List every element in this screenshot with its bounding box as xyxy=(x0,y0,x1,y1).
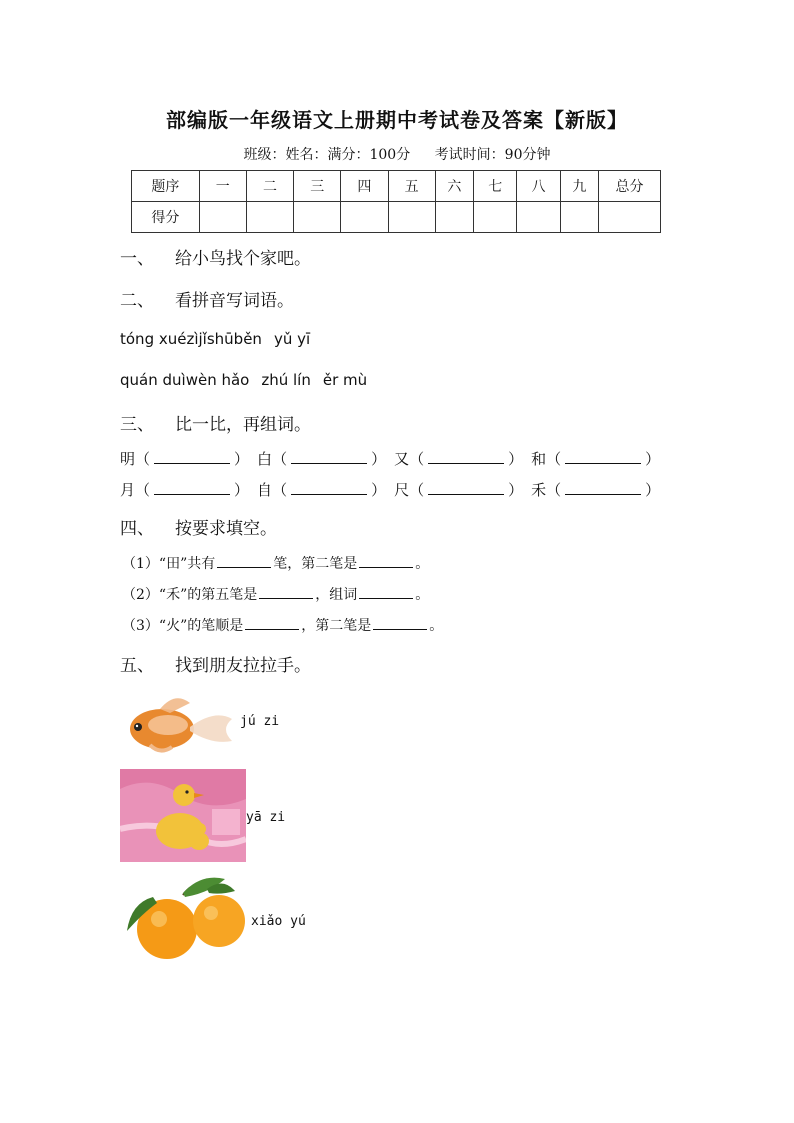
paren-open: （ xyxy=(272,450,288,468)
paren-close: ） xyxy=(645,481,661,499)
duckling-picture[interactable] xyxy=(120,769,246,862)
fill-question-2 xyxy=(122,584,429,604)
char: 月 xyxy=(120,481,136,499)
class-name-score: 班级：姓名：满分：100分 xyxy=(243,147,411,163)
paren-open: （ xyxy=(135,481,151,499)
match-label-xiao-yu: xiǎo yú xyxy=(251,914,306,929)
question-number: （2） xyxy=(122,587,159,603)
score-cell[interactable] xyxy=(388,202,435,233)
pinyin-line-1 xyxy=(120,330,322,348)
question-text: ，组词 xyxy=(315,587,358,603)
paren-close: ） xyxy=(234,450,250,468)
section-text: 找到朋友拉拉手。 xyxy=(175,656,311,676)
pinyin-word: tóng xuézìjǐshūběn xyxy=(120,330,262,348)
pinyin-word: quán duìwèn hǎo xyxy=(120,371,250,389)
compare-row-2 xyxy=(120,479,668,500)
score-cell[interactable] xyxy=(474,202,517,233)
question-text: “田”共有 xyxy=(158,556,216,572)
answer-blank[interactable] xyxy=(428,482,504,495)
header-cell: 总分 xyxy=(599,171,661,202)
exam-time: 考试时间：90分钟 xyxy=(434,147,551,163)
question-text: ，第二笔是 xyxy=(301,618,372,634)
char: 白 xyxy=(257,450,273,468)
exam-info xyxy=(0,144,794,164)
compare-item xyxy=(120,448,249,469)
section-2-heading xyxy=(120,286,294,311)
goldfish-picture[interactable] xyxy=(120,689,240,755)
section-text: 比一比，再组词。 xyxy=(175,415,311,435)
match-label-ju-zi: jú zi xyxy=(240,714,280,729)
question-number: （1） xyxy=(122,556,159,572)
header-cell: 九 xyxy=(560,171,598,202)
char: 自 xyxy=(257,481,273,499)
section-number: 五、 xyxy=(120,656,154,676)
question-text: 。 xyxy=(429,618,444,634)
compare-item xyxy=(257,448,386,469)
score-cell[interactable] xyxy=(435,202,473,233)
question-text: “禾”的第五笔是 xyxy=(158,587,258,603)
paren-close: ） xyxy=(371,481,387,499)
score-table xyxy=(131,170,661,233)
question-text: 。 xyxy=(415,556,430,572)
paren-open: （ xyxy=(272,481,288,499)
paren-close: ） xyxy=(508,481,524,499)
answer-blank[interactable] xyxy=(428,451,504,464)
fill-question-1 xyxy=(122,553,429,573)
header-cell: 四 xyxy=(341,171,388,202)
paren-close: ） xyxy=(645,450,661,468)
paren-open: （ xyxy=(409,450,425,468)
answer-blank[interactable] xyxy=(565,451,641,464)
header-cell: 八 xyxy=(517,171,560,202)
char: 和 xyxy=(531,450,547,468)
answer-blank[interactable] xyxy=(154,482,230,495)
paren-open: （ xyxy=(409,481,425,499)
header-cell: 五 xyxy=(388,171,435,202)
compare-row-1 xyxy=(120,448,668,469)
answer-blank[interactable] xyxy=(259,586,313,599)
pinyin-word: ěr mù xyxy=(322,371,368,389)
pinyin-word: zhú lín xyxy=(261,371,311,389)
answer-blank[interactable] xyxy=(359,555,413,568)
header-cell: 六 xyxy=(435,171,473,202)
section-1-heading xyxy=(120,244,311,269)
answer-blank[interactable] xyxy=(291,482,367,495)
header-cell: 一 xyxy=(199,171,246,202)
pinyin-word: yǔ yī xyxy=(273,330,311,348)
score-cell[interactable] xyxy=(599,202,661,233)
header-cell: 七 xyxy=(474,171,517,202)
header-cell: 题序 xyxy=(132,171,200,202)
score-cell[interactable] xyxy=(294,202,341,233)
char: 又 xyxy=(394,450,410,468)
section-number: 四、 xyxy=(120,519,154,539)
answer-blank[interactable] xyxy=(373,617,427,630)
score-cell[interactable] xyxy=(517,202,560,233)
section-number: 二、 xyxy=(120,291,154,311)
paren-close: ） xyxy=(508,450,524,468)
char: 禾 xyxy=(531,481,547,499)
score-table-header-row xyxy=(132,171,661,202)
question-text: 。 xyxy=(415,587,430,603)
paren-open: （ xyxy=(135,450,151,468)
compare-item xyxy=(531,448,660,469)
question-text: 笔，第二笔是 xyxy=(273,556,358,572)
compare-item xyxy=(257,479,386,500)
score-cell[interactable] xyxy=(341,202,388,233)
paren-open: （ xyxy=(546,450,562,468)
score-table-score-row xyxy=(132,202,661,233)
section-5-heading xyxy=(120,651,311,676)
section-3-heading xyxy=(120,410,311,435)
section-text: 按要求填空。 xyxy=(175,519,277,539)
answer-blank[interactable] xyxy=(217,555,271,568)
header-cell: 三 xyxy=(294,171,341,202)
score-cell[interactable] xyxy=(560,202,598,233)
question-number: （3） xyxy=(122,618,159,634)
header-cell: 二 xyxy=(246,171,293,202)
section-text: 看拼音写词语。 xyxy=(175,291,294,311)
score-cell[interactable] xyxy=(246,202,293,233)
pinyin-line-2 xyxy=(120,371,379,389)
compare-item xyxy=(394,479,523,500)
answer-blank[interactable] xyxy=(245,617,299,630)
match-label-ya-zi: yā zi xyxy=(246,810,286,825)
answer-blank[interactable] xyxy=(291,451,367,464)
char: 尺 xyxy=(394,481,410,499)
compare-item xyxy=(394,448,523,469)
score-cell[interactable] xyxy=(199,202,246,233)
row-label-cell: 得分 xyxy=(132,202,200,233)
page-title: 部编版一年级语文上册期中考试卷及答案【新版】 xyxy=(166,108,628,132)
section-number: 一、 xyxy=(120,249,154,269)
paren-close: ） xyxy=(371,450,387,468)
section-number: 三、 xyxy=(120,415,154,435)
fill-question-3 xyxy=(122,615,443,635)
compare-item xyxy=(120,479,249,500)
question-text: “火”的笔顺是 xyxy=(158,618,244,634)
answer-blank[interactable] xyxy=(565,482,641,495)
compare-item xyxy=(531,479,660,500)
oranges-picture[interactable] xyxy=(123,873,249,961)
paren-open: （ xyxy=(546,481,562,499)
section-4-heading xyxy=(120,514,277,539)
answer-blank[interactable] xyxy=(359,586,413,599)
char: 明 xyxy=(120,450,136,468)
section-text: 给小鸟找个家吧。 xyxy=(175,249,311,269)
answer-blank[interactable] xyxy=(154,451,230,464)
paren-close: ） xyxy=(234,481,250,499)
